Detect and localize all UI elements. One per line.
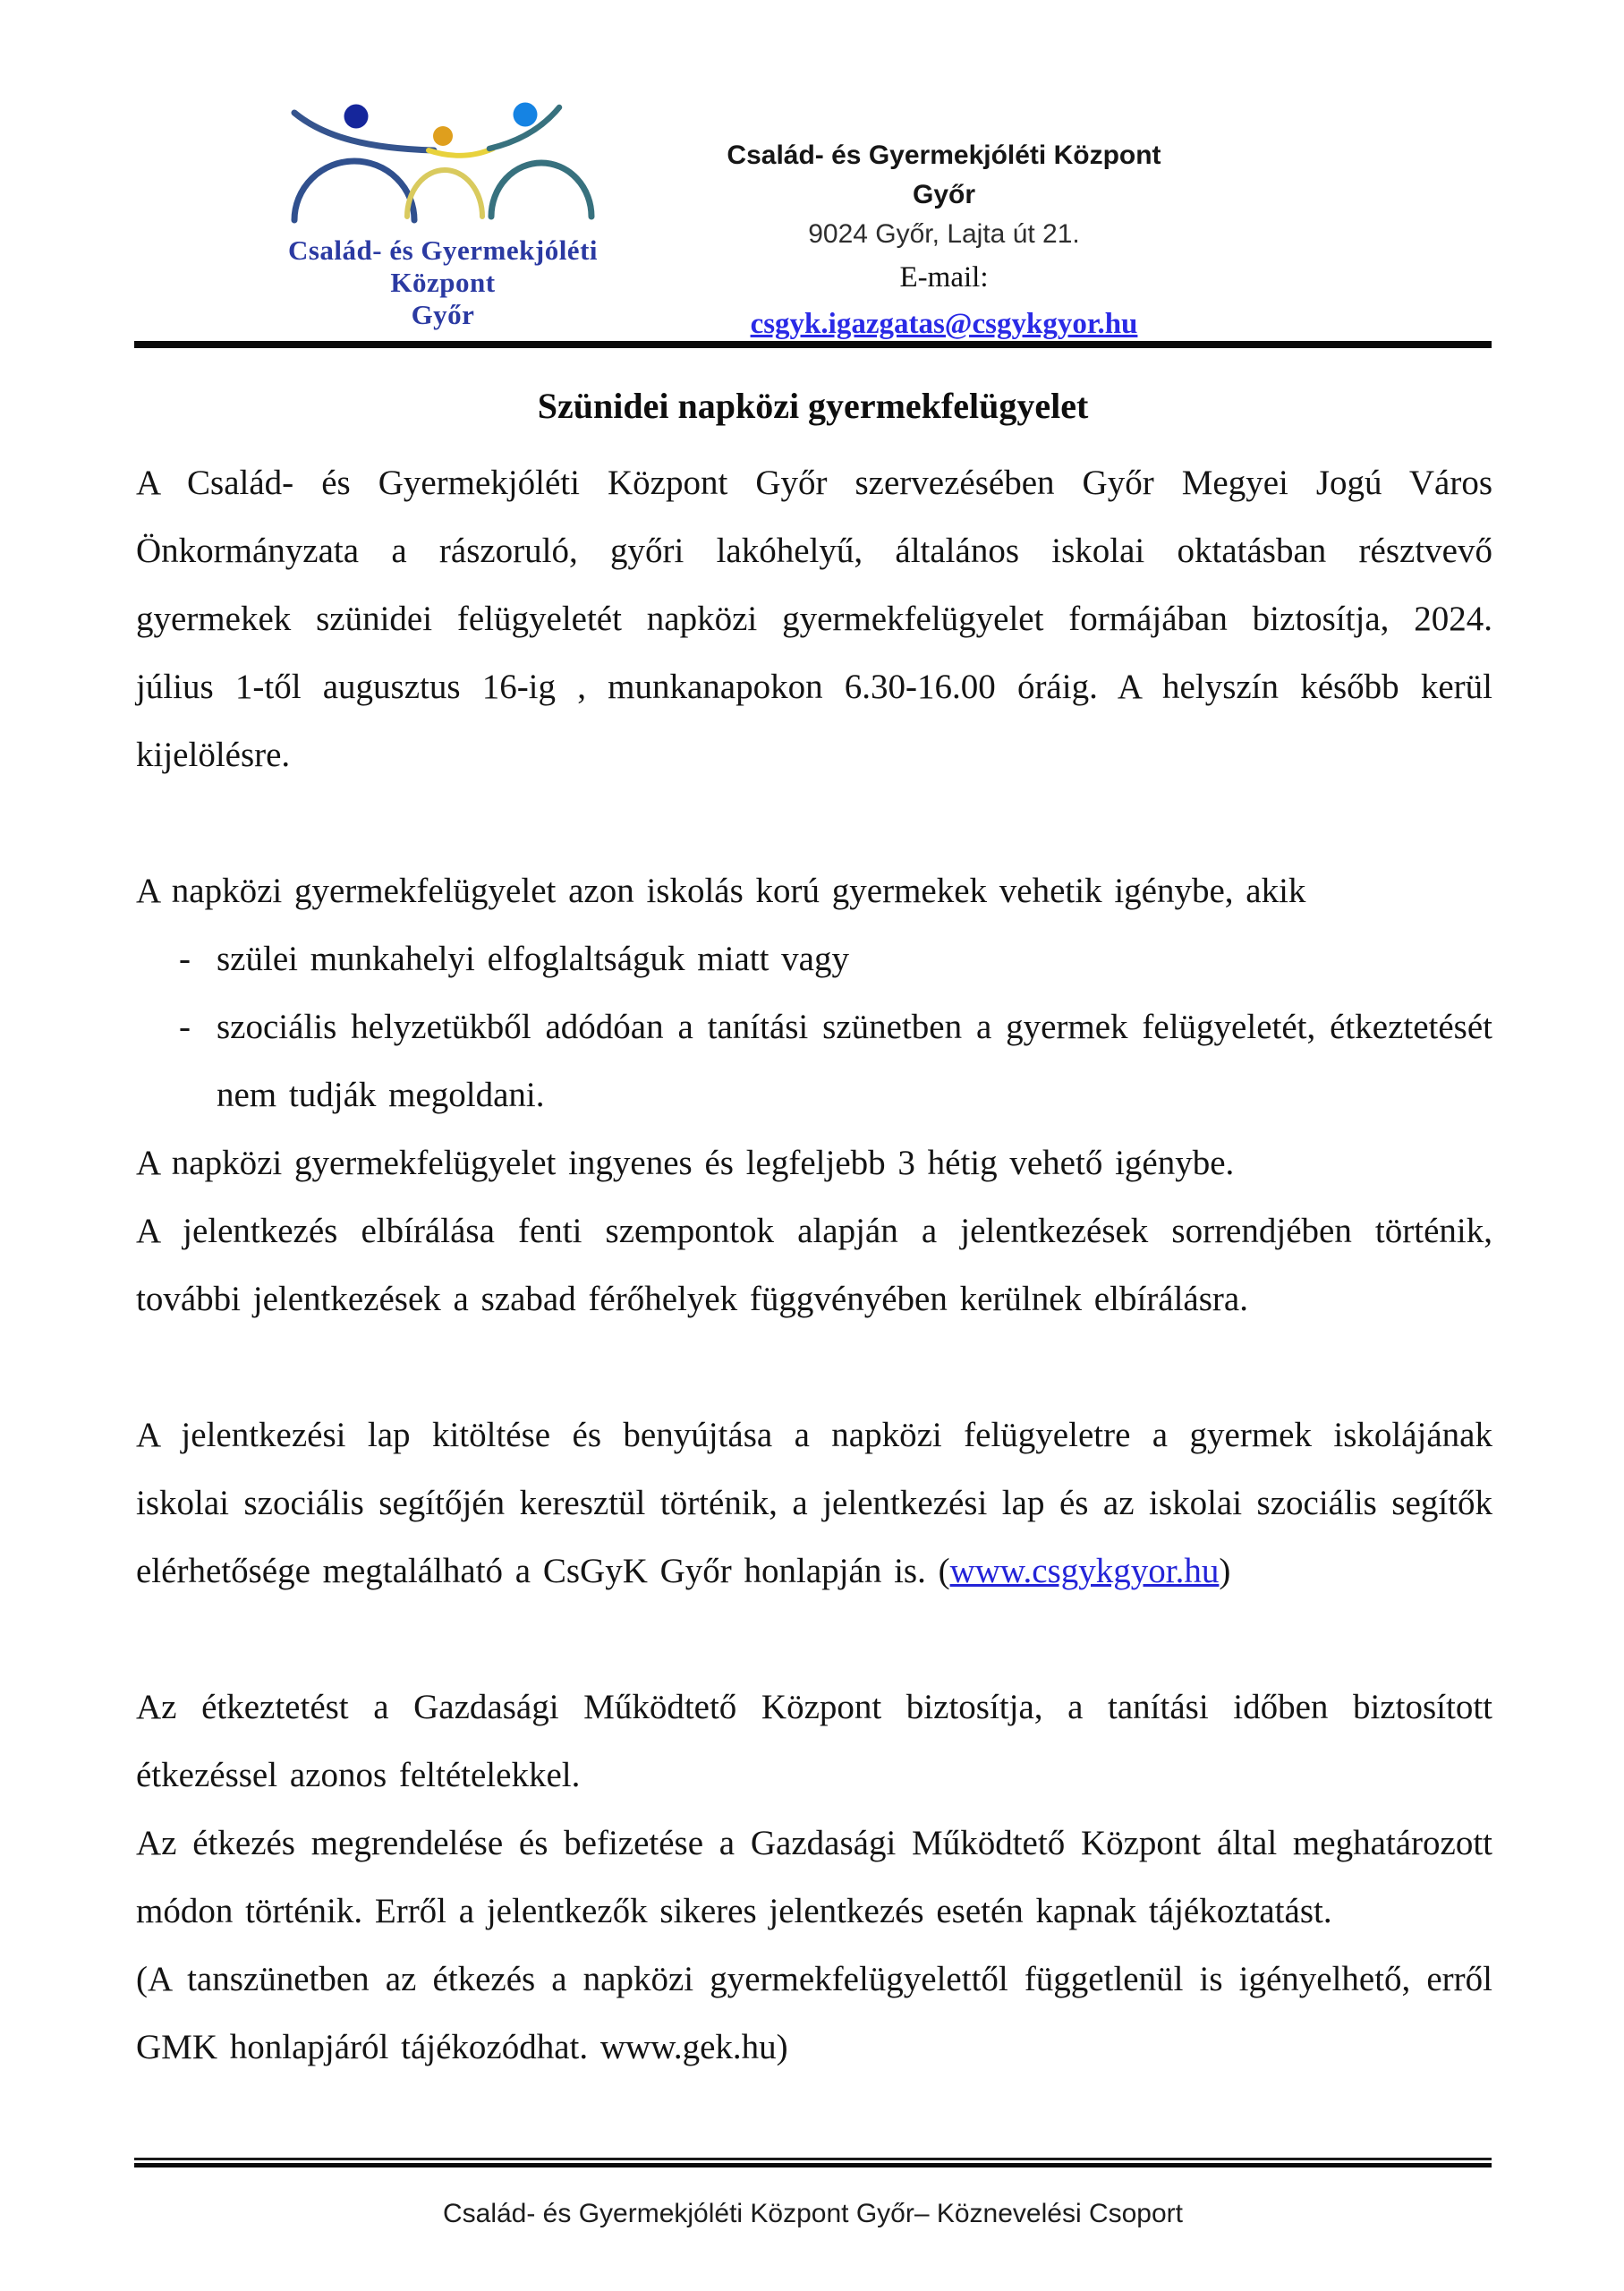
list-item-text: szülei munkahelyi elfoglaltságuk miatt vagy bbox=[217, 940, 849, 978]
page-title: Szünidei napközi gyermekfelügyelet bbox=[537, 386, 1089, 426]
list-dash-marker: - bbox=[179, 940, 191, 978]
org-address: 9024 Győr, Lajta út 21. bbox=[808, 219, 1080, 249]
paragraph-meals-order: Az étkezés megrendelése és befizetése a Gazdasági Működtető Központ által meghatározott módon történik. Erről a jelentkezők sikeres jelentkezés esetén kapnak tájékoztatást. bbox=[136, 1824, 1492, 1930]
logo-middle-arm bbox=[429, 149, 493, 156]
paragraph-meals-note: (A tanszünetben az étkezés a napközi gyermekfelügyelettől függetlenül is igényelhető, erről GMK honlapjáról tájékozódhat. www.gek.hu) bbox=[136, 1960, 1492, 2066]
logo-right-head bbox=[514, 103, 538, 127]
logo-caption bbox=[264, 234, 622, 331]
application-text: A jelentkezési lap kitöltése és benyújtása a napközi felügyeletre a gyermek iskolájának iskolai szociális segítőjén keresztül történik, a jelentkezési lap és az iskolai szociális segítők elérhetősége megtalálható a CsGyK Győr honlapján is. ( bbox=[136, 1416, 1492, 1590]
paragraph-eligibility-lead: A napközi gyermekfelügyelet azon iskolás korú gyermekek vehetik igénybe, akik bbox=[136, 872, 1306, 910]
org-email-line bbox=[707, 254, 1181, 347]
header-divider-rule bbox=[134, 341, 1492, 348]
logo-caption-line1: Család- és Gyermekjóléti Központ bbox=[287, 234, 599, 298]
logo-left-head bbox=[344, 105, 369, 129]
logo-middle-body bbox=[407, 170, 482, 217]
list-item bbox=[136, 925, 1492, 993]
email-link[interactable]: csgyk.igazgatas@csgykgyor.hu bbox=[750, 308, 1138, 340]
org-contact-block bbox=[707, 136, 1181, 347]
logo-figures-icon bbox=[287, 100, 599, 224]
logo-middle-head bbox=[433, 126, 453, 146]
org-logo bbox=[264, 100, 622, 331]
paragraph-intro: A Család- és Gyermekjóléti Központ Győr szervezésében Győr Megyei Jogú Város Önkormányzata a rászoruló, győri lakóhelyű, általános iskolai oktatásban résztvevő gyermekek szünidei felügyeletét napközi gyermekfelügyelet formájában biztosítja, 2024. július 1-től augusztus 16-ig , munkanapokon 6.30-16.00 óráig. A helyszín később kerül kijelölésre. bbox=[136, 464, 1492, 774]
paragraph-review-order: A jelentkezés elbírálása fenti szempontok alapján a jelentkezések sorrendjében történik, további jelentkezések a szabad férőhelyek függvényében kerülnek elbírálásra. bbox=[136, 1212, 1492, 1318]
application-text-closing: ) bbox=[1219, 1552, 1231, 1590]
logo-caption-line2: Győr bbox=[411, 299, 475, 330]
org-name: Család- és Gyermekjóléti Központ Győr bbox=[727, 141, 1161, 209]
website-link[interactable]: www.csgykgyor.hu bbox=[949, 1552, 1220, 1590]
document-body bbox=[136, 449, 1492, 2082]
list-item bbox=[136, 993, 1492, 1129]
footer-divider-rule bbox=[134, 2158, 1492, 2168]
logo-left-body bbox=[294, 161, 414, 220]
footer-text: Család- és Gyermekjóléti Központ Győr– Köznevelési Csoport bbox=[442, 2199, 1184, 2228]
list-dash-marker: - bbox=[179, 1008, 191, 1046]
paragraph-meals-provider: Az étkeztetést a Gazdasági Működtető Központ biztosítja, a tanítási időben biztosított étkezéssel azonos feltételekkel. bbox=[136, 1688, 1492, 1794]
paragraph-application bbox=[136, 1401, 1492, 1605]
paragraph-free-of-charge: A napközi gyermekfelügyelet ingyenes és legfeljebb 3 hétig vehető igénybe. bbox=[136, 1144, 1235, 1182]
list-item-text: szociális helyzetükből adódóan a tanítási szünetben a gyermek felügyeletét, étkeztetését nem tudják megoldani. bbox=[217, 1008, 1492, 1114]
email-label: E-mail: bbox=[899, 261, 989, 294]
logo-right-body bbox=[491, 163, 591, 217]
